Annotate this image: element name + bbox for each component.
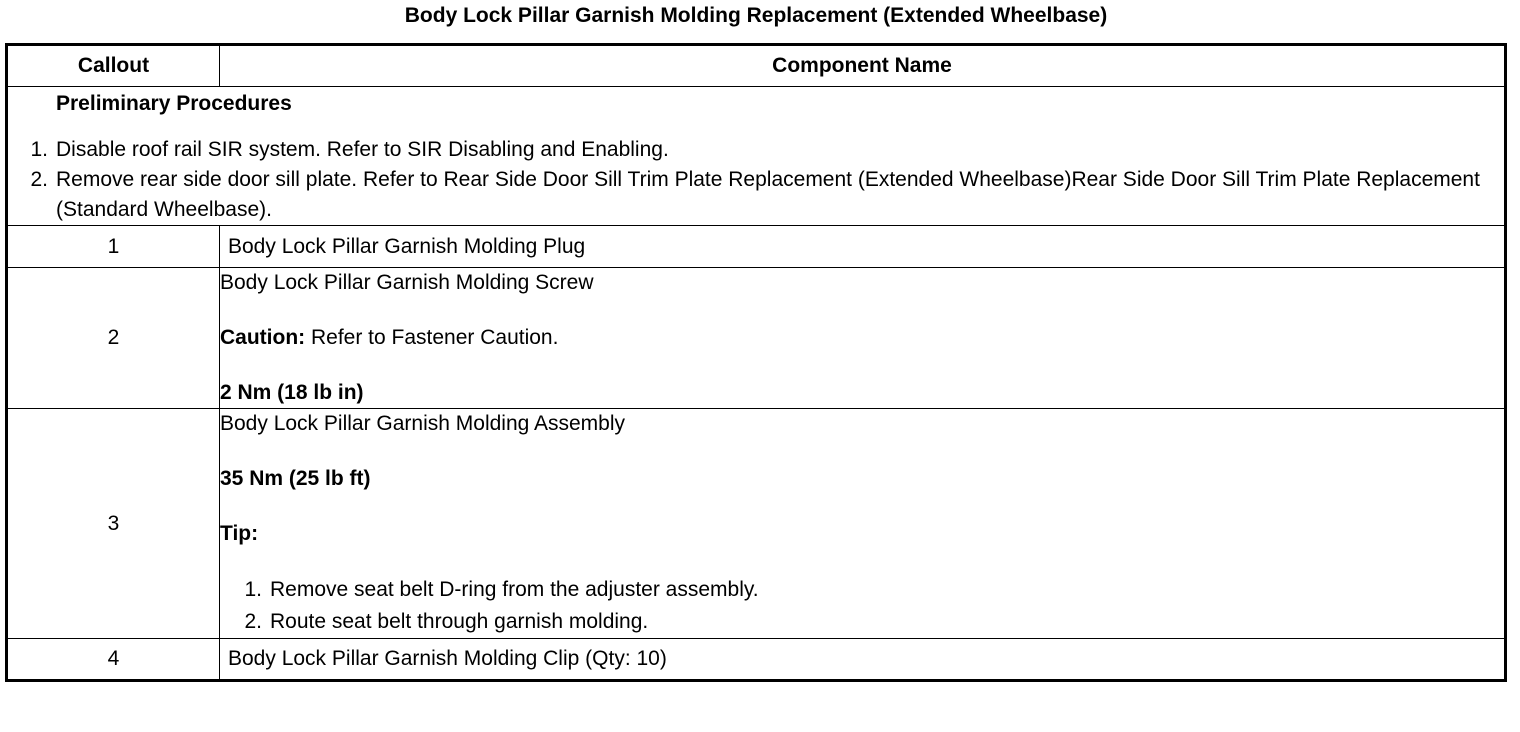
callout-cell: 1: [7, 226, 220, 268]
caution-text: Refer to Fastener Caution.: [305, 326, 559, 349]
tip-number: 2.: [244, 610, 262, 633]
tip-list: [220, 574, 1504, 638]
preliminary-procedures-cell: [7, 87, 1506, 226]
step-text: Disable roof rail SIR system. Refer to SIR Disabling and Enabling.: [56, 138, 669, 161]
callout-cell: 4: [7, 639, 220, 681]
table-row: [7, 226, 1506, 268]
table-row: [7, 639, 1506, 681]
list-item: [244, 606, 1504, 638]
preliminary-procedures-row: [7, 87, 1506, 226]
callout-cell: 3: [7, 409, 220, 639]
table-row: [7, 409, 1506, 639]
preliminary-procedures-heading: Preliminary Procedures: [56, 92, 292, 115]
component-name-cell: [220, 409, 1506, 639]
step-text: Remove rear side door sill plate. Refer to Rear Side Door Sill Trim Plate Replacement (Extended Wheelbase)Rear Side Door Sill Trim Plate Replacement (Standard Wheelbase).: [56, 168, 1480, 221]
step-number: 2.: [30, 168, 48, 191]
component-name-column-header: Component Name: [220, 45, 1506, 87]
tip-text: Route seat belt through garnish molding.: [270, 610, 649, 633]
component-name: Body Lock Pillar Garnish Molding Assembly: [220, 412, 626, 435]
component-name-cell: Body Lock Pillar Garnish Molding Plug: [220, 226, 1506, 268]
list-item: [244, 574, 1504, 606]
caution-note: [220, 323, 1504, 353]
caution-label: Caution:: [220, 326, 306, 349]
component-name-cell: Body Lock Pillar Garnish Molding Clip (Qty: 10): [220, 639, 1506, 681]
tip-label: Tip:: [220, 522, 259, 545]
tip-number: 1.: [244, 578, 262, 601]
component-name: Body Lock Pillar Garnish Molding Screw: [220, 271, 594, 294]
component-table: [5, 43, 1507, 682]
list-item: [30, 135, 1504, 165]
step-number: 1.: [30, 138, 48, 161]
component-name-cell: [220, 268, 1506, 409]
torque-spec: 2 Nm (18 lb in): [220, 381, 364, 404]
torque-spec: 35 Nm (25 lb ft): [220, 467, 371, 490]
list-item: [30, 165, 1504, 225]
callout-column-header: Callout: [7, 45, 220, 87]
page-title: Body Lock Pillar Garnish Molding Replacement (Extended Wheelbase): [404, 4, 1108, 27]
preliminary-steps-list: [8, 135, 1504, 225]
callout-cell: 2: [7, 268, 220, 409]
tip-text: Remove seat belt D-ring from the adjuster assembly.: [270, 578, 759, 601]
table-header-row: [7, 45, 1506, 87]
table-row: [7, 268, 1506, 409]
